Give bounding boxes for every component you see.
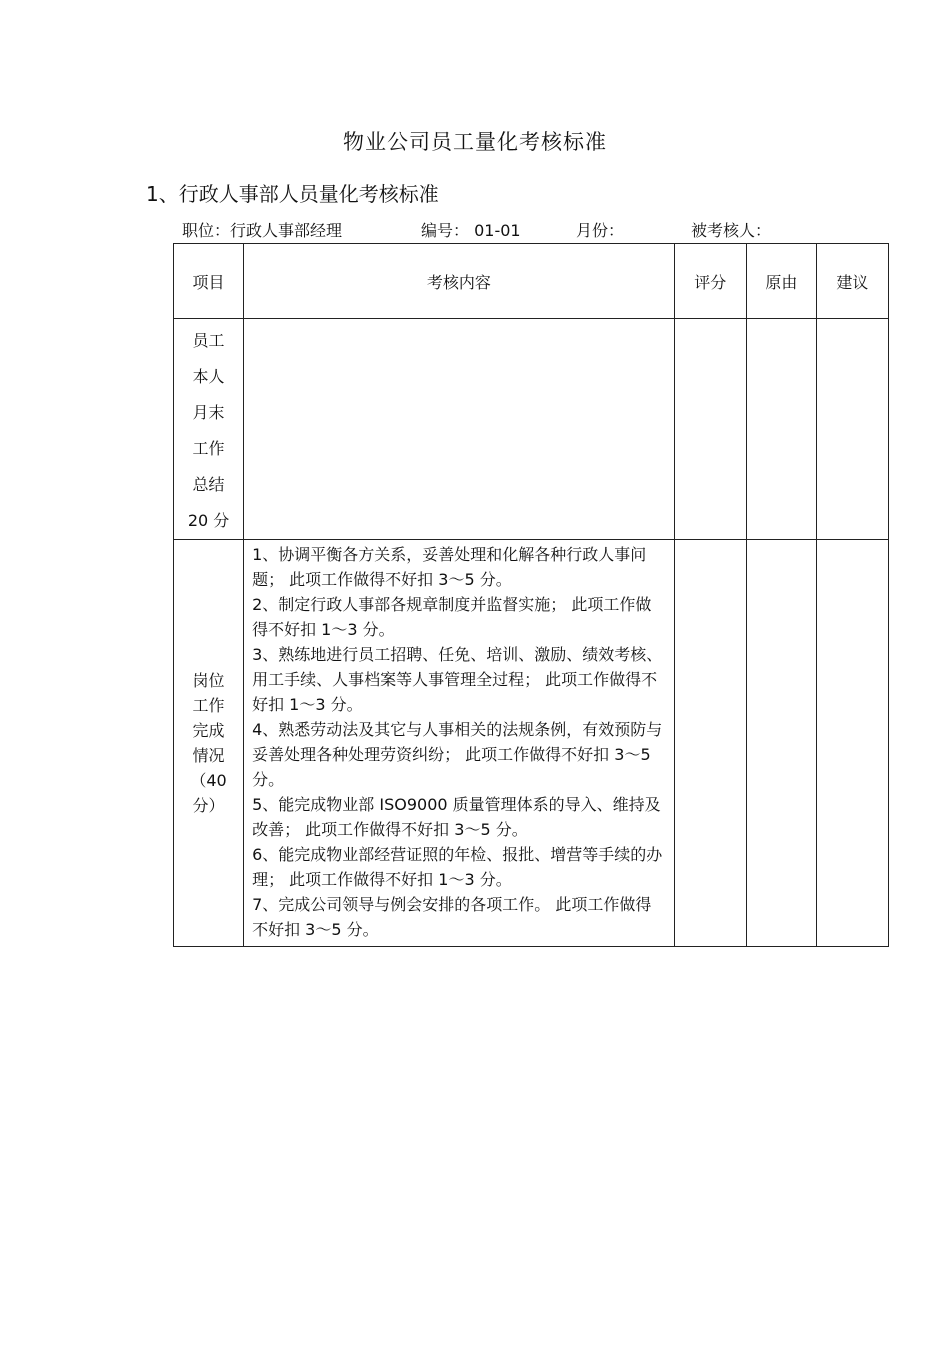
- row-item-line: （40: [190, 771, 227, 790]
- header-score: 评分: [674, 244, 746, 319]
- content-entry: 4、熟悉劳动法及其它与人事相关的法规条例，有效预防与妥善处理各种处理劳资纠纷； 此项工作做得不好扣 3～5 分。: [252, 720, 663, 789]
- content-entry: 2、制定行政人事部各规章制度并监督实施； 此项工作做得不好扣 1～3 分。: [252, 595, 652, 639]
- table-row: [174, 540, 889, 947]
- row-item-line: 工作: [192, 439, 225, 458]
- row-item-line: 员工: [192, 331, 225, 350]
- row-item-line: 本人: [192, 367, 225, 386]
- row-item-line: 工作: [192, 696, 225, 715]
- row-item-line: 总结: [192, 475, 225, 494]
- row-item-label: [174, 668, 243, 818]
- document-title: 物业公司员工量化考核标准: [343, 130, 607, 154]
- row-suggestion-cell: [816, 319, 888, 540]
- row-item-line: 分）: [192, 796, 225, 815]
- row-content-cell: [244, 540, 675, 947]
- header-suggestion: 建议: [816, 244, 888, 319]
- meta-position: 职位：行政人事部经理: [182, 221, 343, 240]
- header-reason: 原由: [746, 244, 816, 319]
- header-content: 考核内容: [244, 244, 675, 319]
- content-entry: 7、完成公司领导与例会安排的各项工作。 此项工作做得不好扣 3～5 分。: [252, 895, 652, 939]
- row-reason-cell: [746, 540, 816, 947]
- row-item-line: 岗位: [192, 671, 225, 690]
- row-content-list: [244, 540, 674, 946]
- row-item-line: 情况: [192, 746, 225, 765]
- row-item-cell: [174, 319, 244, 540]
- row-score-cell: [674, 319, 746, 540]
- content-entry: 1、协调平衡各方关系，妥善处理和化解各种行政人事问题； 此项工作做得不好扣 3～5 分。: [252, 545, 647, 589]
- row-item-label: [174, 319, 243, 539]
- row-item-line: 月末: [192, 403, 225, 422]
- row-item-line: 20 分: [187, 511, 230, 530]
- table-row: [174, 319, 889, 540]
- meta-number: 编号： 01-01: [421, 221, 521, 240]
- content-entry: 5、能完成物业部 ISO9000 质量管理体系的导入、维持及改善； 此项工作做得不好扣 3～5 分。: [252, 795, 661, 839]
- row-item-cell: [174, 540, 244, 947]
- header-item: 项目: [174, 244, 244, 319]
- section-heading: 1、行政人事部人员量化考核标准: [146, 182, 439, 206]
- table-header-row: [174, 244, 889, 319]
- row-item-line: 完成: [192, 721, 225, 740]
- evaluation-table: [173, 243, 889, 947]
- content-entry: 6、能完成物业部经营证照的年检、报批、增营等手续的办理； 此项工作做得不好扣 1～3 分。: [252, 845, 663, 889]
- row-reason-cell: [746, 319, 816, 540]
- row-content-list: [244, 319, 674, 325]
- meta-month: 月份：: [576, 221, 625, 240]
- meta-assessee: 被考核人：: [691, 221, 772, 240]
- content-entry: 3、熟练地进行员工招聘、任免、培训、激励、绩效考核、用工手续、人事档案等人事管理全过程； 此项工作做得不好扣 1～3 分。: [252, 645, 663, 714]
- row-content-cell: [244, 319, 675, 540]
- row-suggestion-cell: [816, 540, 888, 947]
- row-score-cell: [674, 540, 746, 947]
